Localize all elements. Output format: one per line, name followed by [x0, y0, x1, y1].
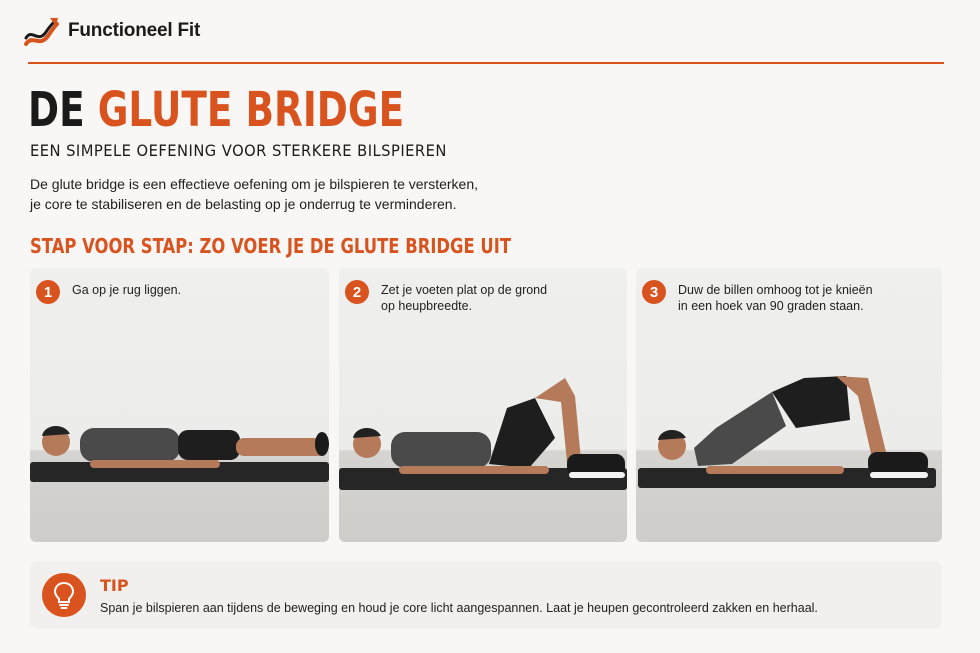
brand-name: Functioneel Fit	[68, 20, 201, 41]
tip-box	[30, 561, 942, 629]
step-card-3	[636, 268, 942, 542]
title-part-1: DE	[28, 82, 85, 138]
step-card-1	[30, 268, 329, 542]
step-2-line-2: op heupbreedte.	[381, 299, 473, 313]
brand-logo	[24, 14, 200, 48]
step-3-line-1: Duw de billen omhoog tot je knieën	[678, 283, 873, 297]
lightbulb-icon	[42, 573, 86, 617]
step-2-text	[381, 282, 581, 314]
steps-section-title: STAP VOOR STAP: ZO VOER JE DE GLUTE BRIDGE UIT	[30, 234, 512, 258]
step-1-text	[72, 282, 272, 298]
step-2-line-1: Zet je voeten plat op de grond	[381, 283, 548, 297]
tip-text: Span je bilspieren aan tijdens de beweging en houd je core licht aangespannen. Laat je heupen gecontroleerd zakken en herhaal.	[100, 601, 818, 615]
step-number-badge: 2	[345, 280, 369, 304]
person-lying-illustration	[30, 268, 329, 542]
step-1-line-1: Ga op je rug liggen.	[72, 283, 182, 297]
step-3-line-2: in een hoek van 90 graden staan.	[678, 299, 864, 313]
page-title	[28, 78, 404, 142]
step-number-badge: 3	[642, 280, 666, 304]
step-3-text	[678, 282, 878, 314]
tip-title: TIP	[100, 576, 129, 595]
intro-line-1: De glute bridge is een effectieve oefening om je bilspieren te versterken,	[30, 176, 479, 192]
step-number-badge: 1	[36, 280, 60, 304]
step-card-2	[339, 268, 627, 542]
header-divider	[28, 62, 944, 64]
title-part-2: GLUTE BRIDGE	[97, 82, 405, 138]
wave-arrow-logo-icon	[24, 14, 60, 48]
intro-line-2: je core te stabiliseren en de belasting op je onderrug te verminderen.	[30, 196, 457, 212]
page-subtitle: EEN SIMPELE OEFENING VOOR STERKERE BILSPIEREN	[30, 141, 447, 160]
intro-text	[30, 174, 500, 214]
